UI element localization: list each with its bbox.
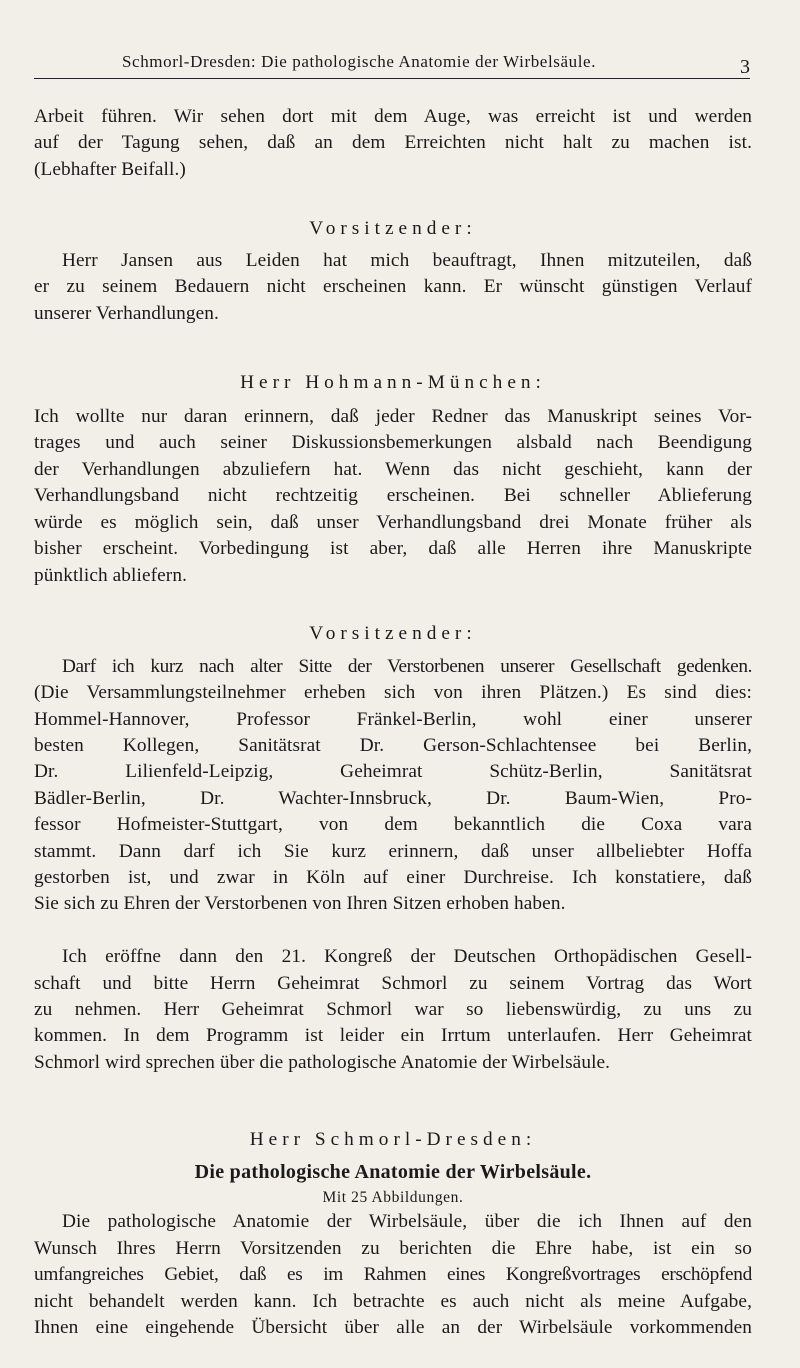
- paragraph-6: [34, 1209, 752, 1367]
- speaker-heading: Vorsitzender:: [309, 217, 477, 239]
- text-line: Wunsch Ihres Herrn Vorsitzenden zu berichten die Ehre habe, ist ein so: [34, 1237, 752, 1259]
- text-line: der Verhandlungen abzuliefern hat. Wenn das nicht geschieht, kann der: [34, 458, 752, 480]
- text-line: Dr. Lilienfeld-Leipzig, Geheimrat Schütz-Berlin, Sanitätsrat: [34, 761, 752, 783]
- text-line: bisher erscheint. Vorbedingung ist aber, daß alle Herren ihre Manuskripte: [34, 538, 752, 560]
- paragraph-4: [34, 654, 752, 944]
- text-line: auf der Tagung sehen, daß an dem Erreichten nicht halt zu machen ist.: [34, 132, 752, 154]
- text-line: Herr Jansen aus Leiden hat mich beauftragt, Ihnen mitzuteilen, daß: [62, 250, 752, 272]
- text-line: stammt. Dann darf ich Sie kurz erinnern, daß unser allbeliebter Hoffa: [34, 840, 752, 862]
- running-header: [34, 50, 750, 84]
- paragraph-5: [34, 944, 752, 1102]
- text-line: (Lebhafter Beifall.): [34, 158, 186, 180]
- text-line: Schmorl wird sprechen über die pathologische Anatomie der Wirbelsäule.: [34, 1051, 611, 1073]
- text-line: zu nehmen. Herr Geheimrat Schmorl war so liebenswürdig, zu uns zu: [34, 999, 752, 1020]
- page-number: 3: [740, 56, 750, 78]
- text-line: würde es möglich sein, daß unser Verhandlungsband drei Monate früher als: [34, 511, 752, 533]
- text-line: Ihnen eine eingehende Übersicht über alle an der Wirbelsäule vorkommenden: [34, 1317, 752, 1339]
- text-line: Darf ich kurz nach alter Sitte der Verstorbenen unserer Gesellschaft gedenken.: [62, 655, 752, 677]
- text-line: besten Kollegen, Sanitätsrat Dr. Gerson-Schlachtensee bei Berlin,: [34, 734, 752, 756]
- paragraph-3: [34, 404, 752, 615]
- speaker-heading: Vorsitzender:: [309, 623, 477, 645]
- spacer: [34, 1103, 752, 1121]
- text-line: Hommel-Hannover, Professor Fränkel-Berlin, wohl einer unserer: [34, 708, 752, 730]
- paragraph-2: [34, 248, 752, 354]
- text-line: Die pathologische Anatomie der Wirbelsäule, über die ich Ihnen auf den: [62, 1211, 752, 1233]
- text-line: unserer Verhandlungen.: [34, 302, 219, 324]
- page-body: [34, 104, 752, 1368]
- lecture-subtitle: Mit 25 Abbildungen.: [322, 1189, 464, 1207]
- paragraph-1: [34, 104, 752, 210]
- text-line: umfangreiches Gebiet, daß es im Rahmen eines Kongreßvortrages erschöpfend: [34, 1264, 752, 1286]
- text-line: nicht behandelt werden kann. Ich betrachte es auch nicht als meine Aufgabe,: [34, 1290, 752, 1312]
- text-line: fessor Hofmeister-Stuttgart, von dem bekanntlich die Coxa vara: [34, 814, 752, 836]
- text-line: (Die Versammlungsteilnehmer erheben sich von ihren Plätzen.) Es sind dies:: [34, 682, 752, 704]
- text-line: Sie sich zu Ehren der Verstorbenen von Ihren Sitzen erhoben haben.: [34, 893, 566, 915]
- text-line: Verhandlungsband nicht rechtzeitig erscheinen. Bei schneller Ablieferung: [34, 485, 752, 507]
- speaker-heading: Herr Hohmann-München:: [240, 371, 546, 393]
- text-line: trages und auch seiner Diskussionsbemerkungen alsbald nach Beendigung: [34, 432, 752, 454]
- lecture-title: Die pathologische Anatomie der Wirbelsäule.: [194, 1161, 592, 1184]
- running-header-title: Schmorl-Dresden: Die pathologische Anatomie der Wirbelsäule.: [122, 52, 597, 71]
- text-line: kommen. In dem Programm ist leider ein Irrtum unterlaufen. Herr Geheimrat: [34, 1025, 752, 1047]
- speaker-heading: Herr Schmorl-Dresden:: [249, 1128, 537, 1150]
- text-line: Ich eröffne dann den 21. Kongreß der Deutschen Orthopädischen Gesell-: [62, 946, 752, 968]
- header-rule: [34, 78, 750, 79]
- text-line: Arbeit führen. Wir sehen dort mit dem Auge, was erreicht ist und werden: [34, 106, 752, 127]
- text-line: er zu seinem Bedauern nicht erscheinen kann. Er wünscht günstigen Verlauf: [34, 276, 752, 298]
- text-line: pünktlich abliefern.: [34, 564, 187, 586]
- text-line: gestorben ist, und zwar in Köln auf einer Durchreise. Ich konstatiere, daß: [34, 866, 752, 888]
- text-line: Ich wollte nur daran erinnern, daß jeder Redner das Manuskript seines Vor-: [34, 406, 752, 428]
- text-line: Bädler-Berlin, Dr. Wachter-Innsbruck, Dr. Baum-Wien, Pro-: [34, 787, 752, 809]
- text-line: schaft und bitte Herrn Geheimrat Schmorl zu seinem Vortrag das Wort: [34, 972, 752, 994]
